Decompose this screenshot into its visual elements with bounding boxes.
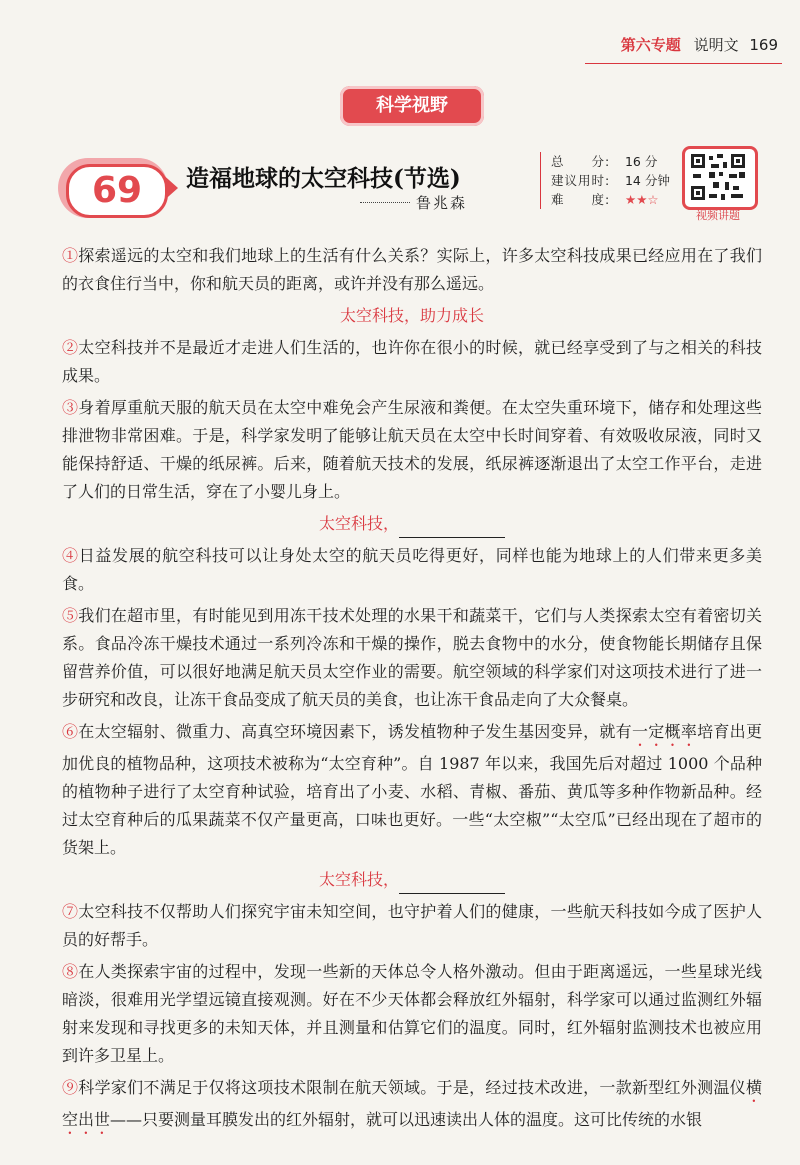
qr-code-icon[interactable]: [682, 146, 758, 210]
fill-blank-1[interactable]: [399, 519, 505, 538]
article-body: [62, 242, 762, 1142]
meta-difficulty: [551, 190, 670, 209]
exercise-meta: [540, 152, 670, 209]
meta-score-value: 16 分: [624, 154, 658, 169]
header-divider: [585, 63, 782, 64]
paragraph-2: ②太空科技并不是最近才走进人们生活的，也许你在很小的时候，就已经享受到了与之相关的科技成果。: [62, 338, 762, 385]
meta-difficulty-label: 难 度:: [551, 192, 611, 207]
subheading-3: 太空科技，: [62, 866, 762, 894]
meta-score-label: 总 分:: [551, 154, 611, 169]
paragraph-3: ③身着厚重航天服的航天员在太空中难免会产生尿液和粪便。在太空失重环境下，储存和处理这些排泄物非常困难。于是，科学家发明了能够让航天员在太空中长时间穿着、有效吸收尿液，同时又能保持舒适、干燥的纸尿裤。后来，随着航天技术的发展，纸尿裤逐渐退出了太空工作平台，走进了人们的日常生活，穿在了小婴儿身上。: [62, 398, 762, 501]
meta-time: [551, 171, 670, 190]
meta-time-value: 14 分钟: [624, 173, 670, 188]
fill-blank-2[interactable]: [399, 875, 505, 894]
page-number: 169: [749, 36, 778, 54]
paragraph-5: ⑤我们在超市里，有时能见到用冻干技术处理的水果干和蔬菜干，它们与人类探索太空有着密切关系。食品冷冻干燥技术通过一系列冷冻和干燥的操作，脱去食物中的水分，使食物能长期储存且保留营养价值，可以很好地满足航天员太空作业的需要。航空领域的科学家们对这项技术进行了进一步研究和改良，让冻干食品变成了航天员的美食，也让冻干食品走向了大众餐桌。: [62, 606, 762, 709]
article-number: 69: [66, 164, 168, 218]
paragraph-9: ⑨科学家们不满足于仅将这项技术限制在航天领域。于是，经过技术改进，一款新型红外测温仪横空出世——只要测量耳膜发出的红外辐射，就可以迅速读出人体的温度。这可比传统的水银: [62, 1078, 762, 1129]
paragraph-8: ⑧在人类探索宇宙的过程中，发现一些新的天体总令人格外激动。但由于距离遥远，一些星球光线暗淡，很难用光学望远镜直接观测。好在不少天体都会释放红外辐射，科学家可以通过监测红外辐射来发现和寻找更多的未知天体，并且测量和估算它们的温度。同时，红外辐射监测技术也被应用到许多卫星上。: [62, 962, 762, 1065]
qr-video-label[interactable]: 视频讲题: [696, 209, 740, 222]
meta-time-label: 建议用时:: [551, 173, 611, 188]
page-header: [621, 34, 778, 55]
author-divider: [360, 202, 410, 203]
article-author: 鲁兆森: [416, 194, 468, 212]
section-banner: 科学视野: [340, 86, 484, 126]
difficulty-stars-icon: ★★☆: [624, 192, 659, 207]
subheading-1: 太空科技，助力成长: [339, 306, 484, 325]
header-topic: 第六专题: [620, 36, 681, 54]
article-title: 造福地球的太空科技(节选): [186, 165, 461, 192]
meta-score: [551, 152, 670, 171]
subheading-2: 太空科技，: [62, 510, 762, 538]
emphasized-phrase: 横空出世: [62, 1078, 762, 1129]
paragraph-1: ①探索遥远的太空和我们地球上的生活有什么关系？实际上，许多太空科技成果已经应用在了我们的衣食住行当中，你和航天员的距离，或许并没有那么遥远。: [62, 246, 762, 293]
paragraph-7: ⑦太空科技不仅帮助人们探究宇宙未知空间，也守护着人们的健康，一些航天科技如今成了医护人员的好帮手。: [62, 902, 762, 949]
emphasized-phrase: 一定概率: [631, 722, 698, 741]
header-section: 说明文: [693, 36, 739, 54]
paragraph-6: ⑥在太空辐射、微重力、高真空环境因素下，诱发植物种子发生基因变异，就有一定概率培育出更加优良的植物品种，这项技术被称为“太空育种”。自 1987 年以来，我国先后对超过 1000 个品种的植物种子进行了太空育种试验，培育出了小麦、水稻、青椒、番茄、黄瓜等多种作物新品种。经过太空育种后的瓜果蔬菜不仅产量更高，口味也更好。一些“太空椒”“太空瓜”已经出现在了超市的货架上。: [62, 722, 762, 857]
paragraph-4: ④日益发展的航空科技可以让身处太空的航天员吃得更好，同样也能为地球上的人们带来更多美食。: [62, 546, 762, 593]
